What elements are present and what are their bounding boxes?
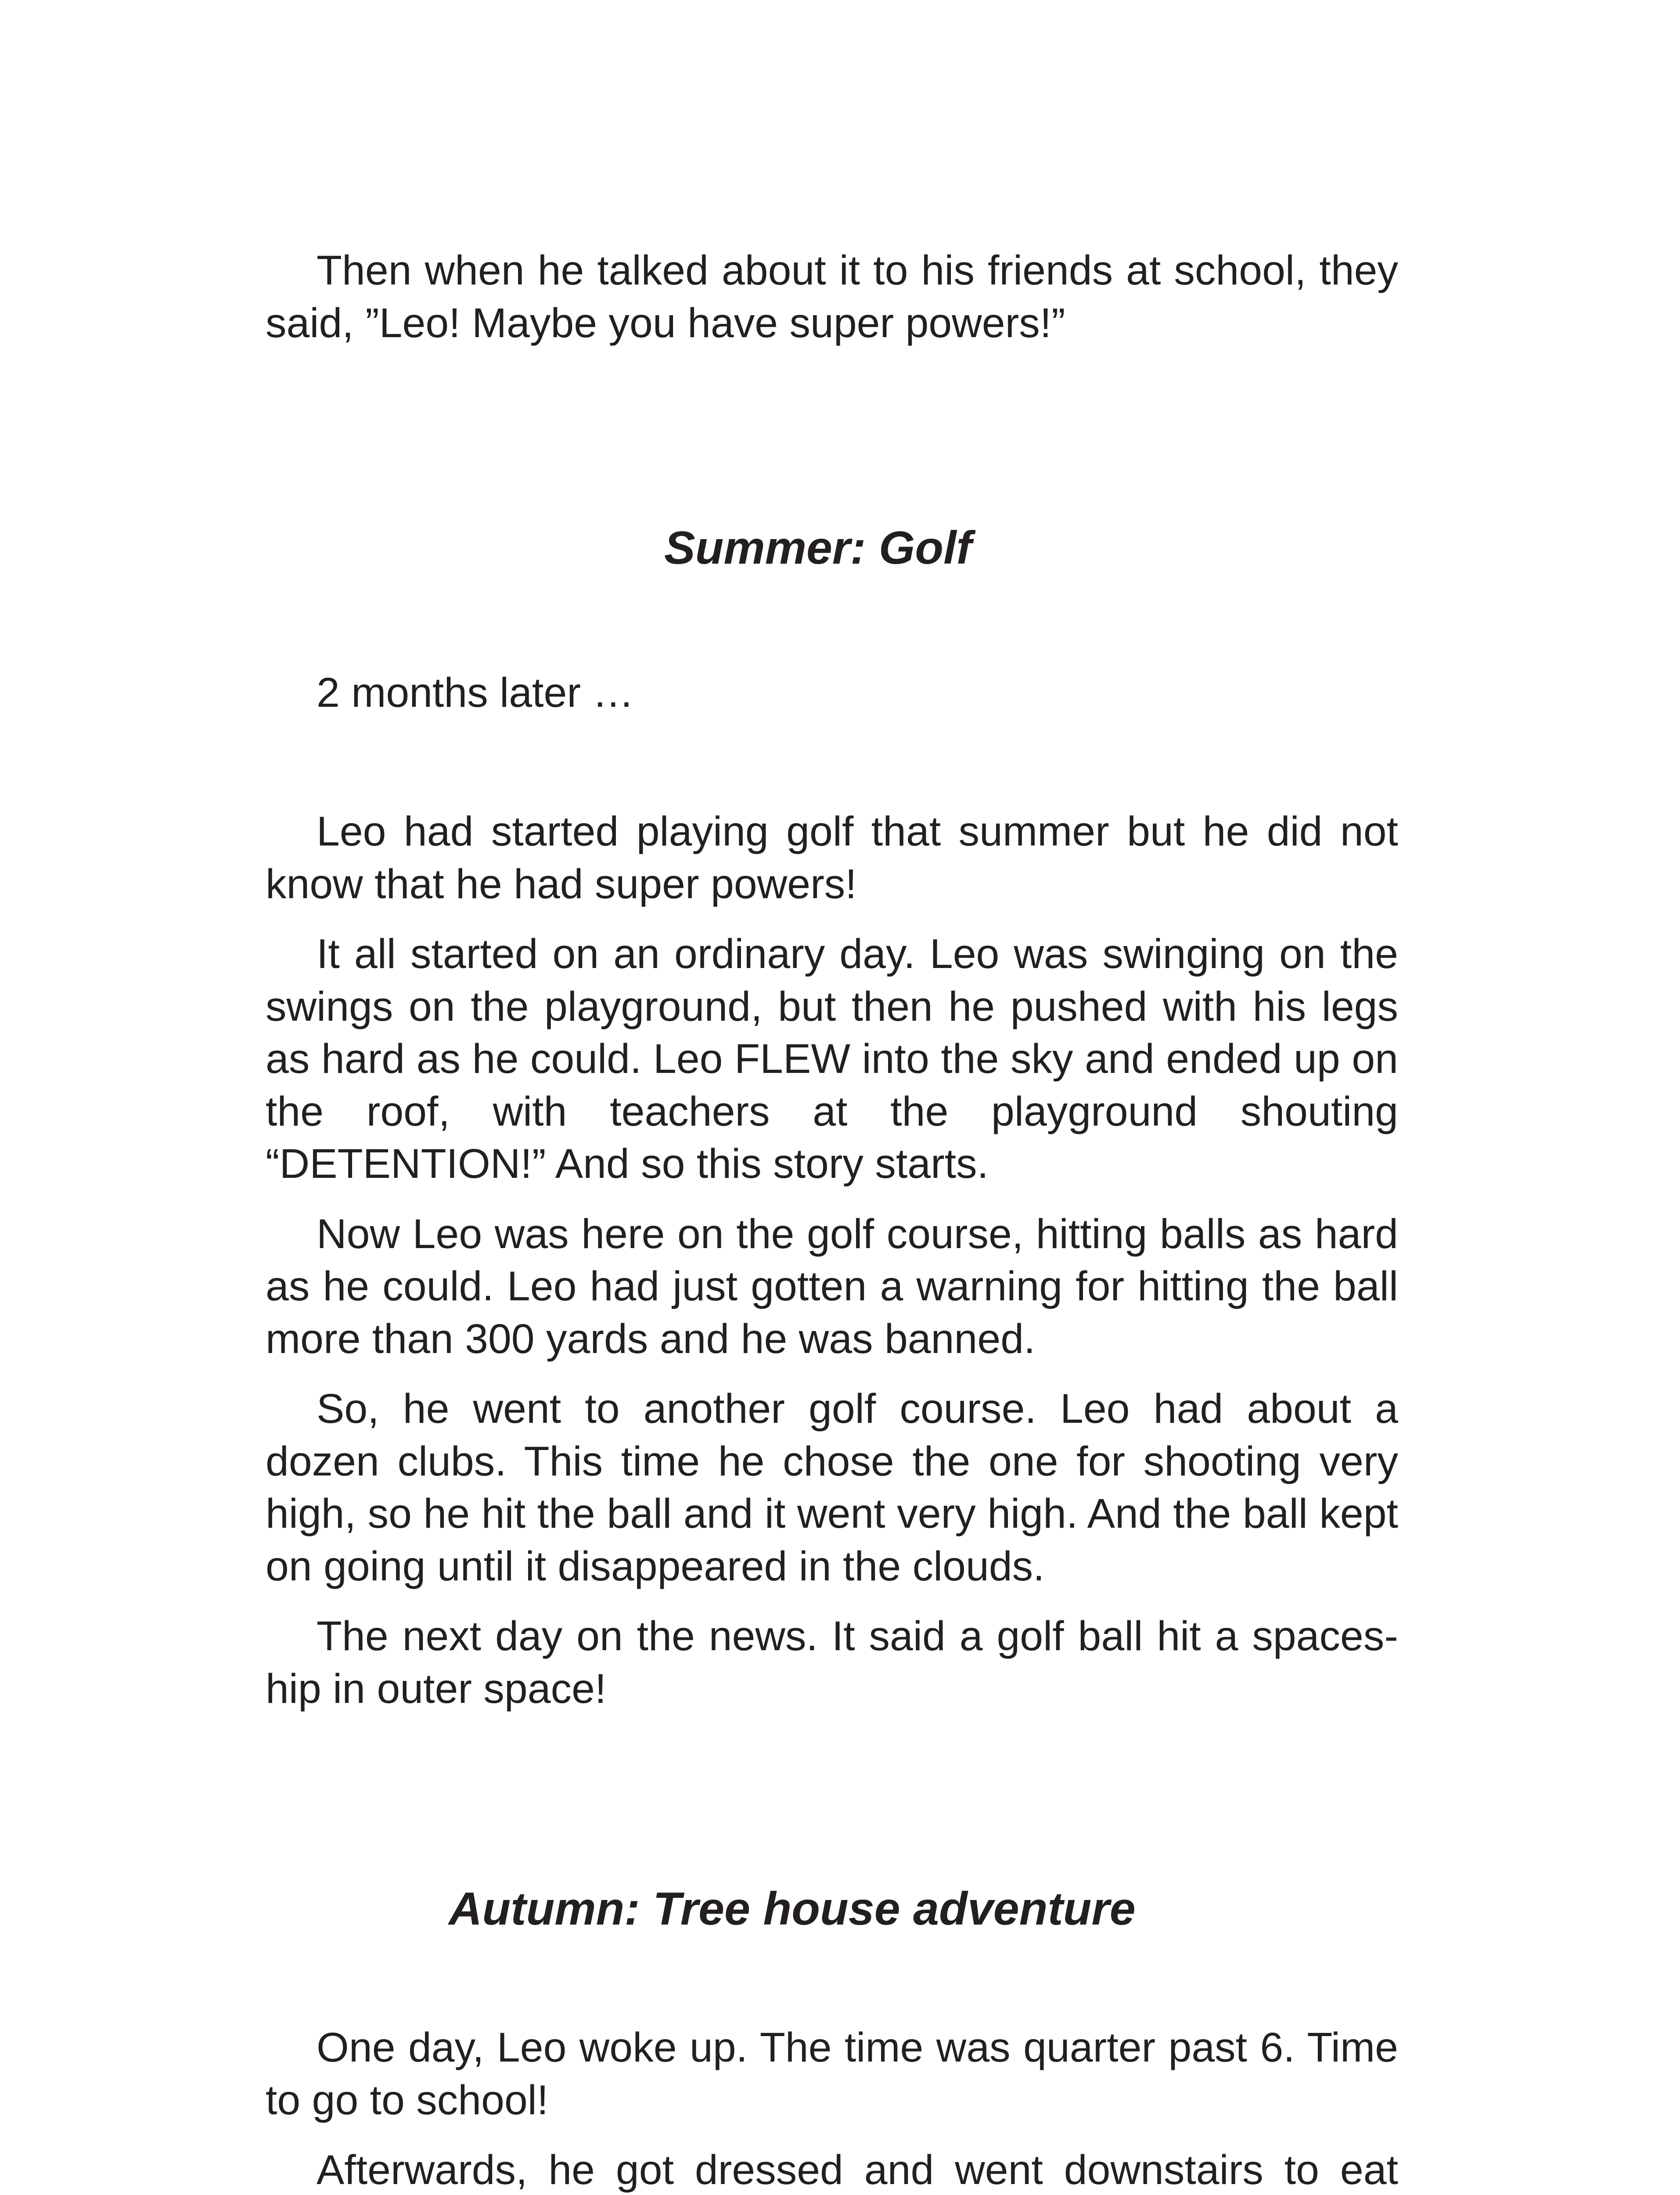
summer-text-block (266, 806, 1398, 1715)
time-note-two-months: 2 months later … (317, 669, 634, 716)
paragraph-ordinary-day: It all started on an ordinary day. Leo was swinging on the swings on the playground, but then he pushed with his legs as hard as he could. Leo FLEW into the sky and ended up on the roof, with teachers at the playground shouting “DETENTION!” And so this story starts. (266, 931, 1398, 1187)
paragraph-another-course: So, he went to another golf course. Leo had about a dozen clubs. This time he chose the one for shooting very high, so he hit the ball and it went very high. And the ball kept on going until it disappeared in the clouds. (266, 1385, 1398, 1590)
section-heading-summer: Summer: Golf (664, 522, 972, 574)
paragraph-woke-up: One day, Leo woke up. The time was quarter past 6. Time to go to school! (266, 2024, 1398, 2123)
paragraph-golf-course: Now Leo was here on the golf course, hitting balls as hard as he could. Leo had just gotten a warning for hitting the ball more than 300 yards and he was banned. (266, 1210, 1398, 1362)
summer-time-note-block (266, 667, 1398, 720)
section-heading-autumn: Autumn: Tree house adventure (449, 1883, 1136, 1935)
paragraph-breakfast: Afterwards, he got dressed and went downstairs to eat (317, 2147, 1398, 2193)
autumn-text-block (266, 2022, 1398, 2195)
paragraph-started-golf: Leo had started playing golf that summer but he did not know that he had super powers! (266, 808, 1398, 907)
opening-text-block (266, 245, 1398, 349)
paragraph-news: The next day on the news. It said a golf ball hit a spaceship in outer space! (266, 1613, 1398, 1712)
paragraph-talk-to-friends: Then when he talked about it to his friends at school, they said, ”Leo! Maybe you have super powers!” (266, 247, 1398, 346)
